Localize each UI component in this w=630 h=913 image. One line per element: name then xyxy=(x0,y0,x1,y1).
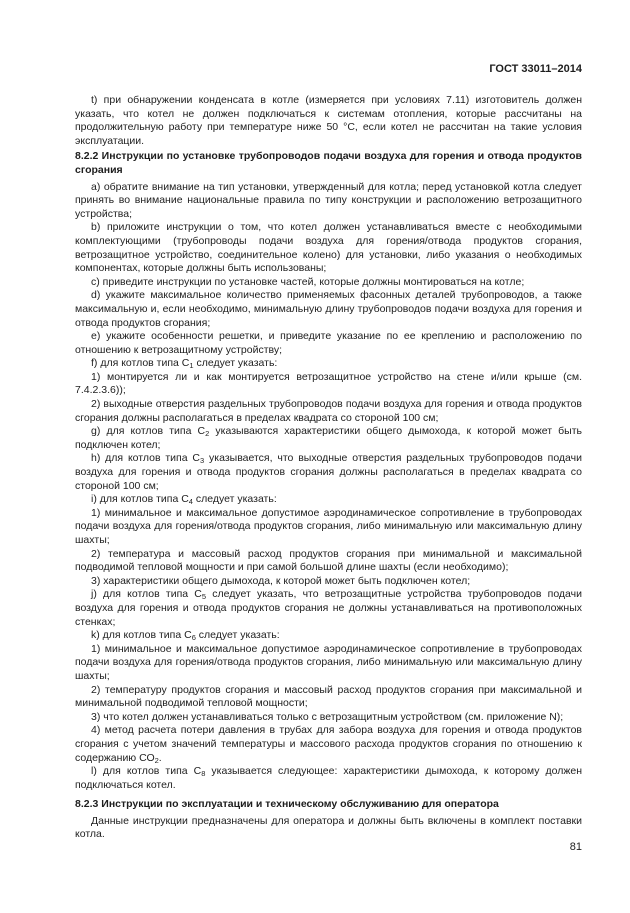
paragraph: f) для котлов типа $С_1$ следует указать: xyxy=(91,357,278,371)
paragraph: Данные инструкции предназначены для оператора и должны быть включены в комплект поставки котла. xyxy=(75,814,582,841)
document-body xyxy=(75,94,582,842)
paragraph: i) для котлов типа $С_4$ следует указать: xyxy=(91,493,277,507)
document-header: ГОСТ 33011–2014 xyxy=(489,63,582,75)
paragraph: 1) монтируется ли и как монтируется ветрозащитное устройство на стене и/или крыше (см. 7.4.2.3.6)); xyxy=(75,370,582,397)
paragraph: 3) характеристики общего дымохода, к которой может быть подключен котел; xyxy=(91,574,471,587)
paragraph: 2) температуру продуктов сгорания и массовый расход продуктов сгорания при максимальной и минимальной подводимой тепловой мощности; xyxy=(75,683,582,710)
section-heading-8-2-3: 8.2.3 Инструкции по эксплуатации и техническому обслуживанию для оператора xyxy=(75,798,499,811)
paragraph: 3) что котел должен устанавливаться только с ветрозащитным устройством (см. приложение N); xyxy=(91,710,564,723)
paragraph: 2) выходные отверстия раздельных трубопроводов подачи воздуха для горения и отвода продуктов сгорания должны располагаться в пределах квадрата со стороной 100 см; xyxy=(75,398,582,424)
paragraph: 1) минимальное и максимальное допустимое аэродинамическое сопротивление в трубопроводах подачи воздуха для горения/отвода продуктов сгорания, либо минимальную или максимальную длину шахты; xyxy=(75,642,582,682)
paragraph: g) для котлов типа $С_2$ указываются характеристики общего дымохода, к которой может быть подключен котел; xyxy=(75,425,582,451)
page-number: 81 xyxy=(569,841,582,853)
paragraph: d) укажите максимальное количество применяемых фасонных деталей трубопроводов, а также максимальную и, если необходимо, минимальную длину трубопроводов подачи воздуха для горения и отвода продуктов сгорания; xyxy=(75,289,582,329)
paragraph: c) приведите инструкции по установке частей, которые должны монтироваться на котле; xyxy=(91,275,525,288)
paragraph: 4) метод расчета потери давления в трубах для забора воздуха для горения и отвода продуктов сгорания с учетом значений температуры и массового расхода продуктов сгорания по отношению к содержанию $СО_2$. xyxy=(75,724,582,765)
paragraph: e) укажите особенности решетки, и приведите указание по ее креплению и расположению по отношению к ветрозащитному устройству; xyxy=(75,330,582,356)
paragraph: 2) температура и массовый расход продуктов сгорания при минимальной и максимальной подводимой тепловой мощности и при самой большой длине шахты (если необходимо); xyxy=(75,547,582,574)
section-heading-8-2-2: 8.2.2 Инструкции по установке трубопроводов подачи воздуха для горения и отвода продуктов сгорания xyxy=(75,150,582,176)
paragraph: k) для котлов типа $С_6$ следует указать: xyxy=(91,629,280,643)
paragraph: t) при обнаружении конденсата в котле (измеряется при условиях 7.11) изготовитель должен указать, что котел не должен подключаться к системам отопления, которые рассчитаны на продолжительную работу при температуре ниже 50 °С, если котел не рассчитан на такие условия эксплуатации. xyxy=(75,94,582,147)
paragraph: h) для котлов типа $С_3$ указывается, что выходные отверстия раздельных трубопроводов подачи воздуха для горения и отвода продуктов сгорания должны располагаться в пределах квадрата со стороной 100 см; xyxy=(75,452,583,492)
paragraph: а) обратите внимание на тип установки, утвержденный для котла; перед установкой котла следует принять во внимание национальные правила по типу конструкции и расположению ветрозащитного устройства; xyxy=(75,180,582,220)
paragraph: 1) минимальное и максимальное допустимое аэродинамическое сопротивление в трубопроводах подачи воздуха для горения/отвода продуктов сгорания, либо минимальную или максимальную длину шахты; xyxy=(75,506,582,546)
paragraph: b) приложите инструкции о том, что котел должен устанавливаться вместе с необходимыми комплектующими (трубопроводы подачи воздуха для горения/отвода продуктов сгорания, ветрозащитное устройство, соединительное колено) для установки, либо указания о необходимых компонентах, которые должны быть использованы; xyxy=(75,221,582,275)
paragraph: l) для котлов типа $С_8$ указывается следующее: характеристики дымохода, к которому должен подключаться котел. xyxy=(75,765,582,791)
paragraph: j) для котлов типа $С_5$ следует указать, что ветрозащитные устройства трубопроводов подачи воздуха для горения и отвода продуктов сгорания не должны устанавливаться на противоположных стенках; xyxy=(75,588,582,628)
